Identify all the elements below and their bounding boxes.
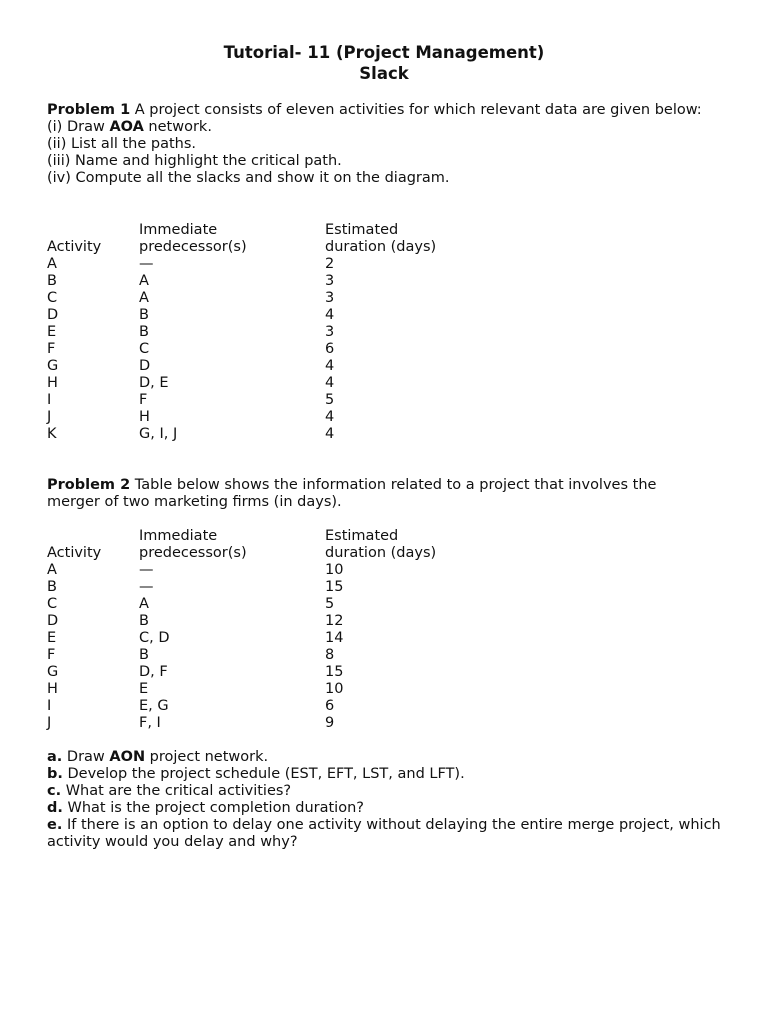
question-text: What are the critical activities?	[61, 783, 292, 799]
task1-post: network.	[143, 119, 212, 135]
problem2-section	[47, 477, 727, 511]
duration-cell: 4	[325, 426, 335, 442]
task1-pre: (i) Draw	[47, 119, 110, 135]
problem1-table	[47, 222, 727, 443]
problem1-intro-text: A project consists of eleven activities for which relevant data are given below:	[130, 102, 702, 118]
problem1-task-2: (ii) List all the paths.	[47, 136, 197, 152]
activity-cell: K	[47, 426, 57, 442]
table-row	[47, 630, 727, 647]
activity-cell: H	[47, 681, 58, 697]
activity-cell: I	[47, 392, 52, 408]
table-row	[47, 596, 727, 613]
duration-cell: 15	[325, 664, 344, 680]
table-row	[47, 256, 727, 273]
activity-cell: B	[47, 273, 57, 289]
table-row	[47, 664, 727, 681]
table-row	[47, 579, 727, 596]
duration-cell: 8	[325, 647, 335, 663]
predecessor-cell: C, D	[139, 630, 170, 646]
task1-bold: AOA	[109, 119, 144, 135]
predecessor-cell: —	[139, 256, 154, 272]
question-letter: a.	[47, 749, 63, 765]
question-item	[47, 817, 737, 851]
question-text-end: project network.	[145, 749, 269, 765]
duration-cell: 4	[325, 307, 335, 323]
table-row	[47, 698, 727, 715]
predecessor-cell: B	[139, 613, 149, 629]
question-text: What is the project completion duration?	[62, 800, 364, 816]
question-letter: e.	[47, 817, 63, 833]
header-duration-line2: duration (days)	[325, 545, 437, 561]
question-item	[47, 800, 737, 817]
activity-cell: E	[47, 324, 57, 340]
predecessor-cell: H	[139, 409, 150, 425]
header-duration-line1: Estimated	[325, 222, 399, 238]
header-duration-line1: Estimated	[325, 528, 399, 544]
activity-cell: B	[47, 579, 57, 595]
problem1-intro	[47, 102, 707, 119]
page-title: Tutorial- 11 (Project Management)	[223, 43, 545, 62]
duration-cell: 3	[325, 324, 335, 340]
header-predecessor-line2: predecessor(s)	[139, 545, 247, 561]
question-item	[47, 749, 737, 766]
question-item	[47, 766, 737, 783]
duration-cell: 10	[325, 681, 344, 697]
header-duration-line2: duration (days)	[325, 239, 437, 255]
activity-cell: A	[47, 562, 57, 578]
problem1-section	[47, 102, 727, 187]
header-activity: Activity	[47, 239, 102, 255]
predecessor-cell: A	[139, 290, 149, 306]
problem1-table-body	[47, 256, 727, 443]
predecessor-cell: A	[139, 596, 149, 612]
duration-cell: 6	[325, 341, 335, 357]
problem2-intro	[47, 477, 707, 511]
problem1-task-3: (iii) Name and highlight the critical path.	[47, 153, 342, 169]
activity-cell: D	[47, 613, 59, 629]
duration-cell: 14	[325, 630, 344, 646]
duration-cell: 4	[325, 358, 335, 374]
table-row	[47, 324, 727, 341]
header-predecessor-line1: Immediate	[139, 222, 218, 238]
activity-cell: A	[47, 256, 57, 272]
predecessor-cell: B	[139, 647, 149, 663]
duration-cell: 4	[325, 409, 335, 425]
activity-cell: F	[47, 647, 56, 663]
problem1-label: Problem 1	[47, 102, 131, 118]
table-header-row	[47, 528, 727, 545]
table-row	[47, 341, 727, 358]
predecessor-cell: —	[139, 562, 154, 578]
table-row	[47, 273, 727, 290]
table-row	[47, 392, 727, 409]
predecessor-cell: G, I, J	[139, 426, 178, 442]
question-text: If there is an option to delay one activity without delaying the entire merge project, which activity would you delay and why?	[47, 817, 721, 850]
predecessor-cell: C	[139, 341, 150, 357]
predecessor-cell: F, I	[139, 715, 161, 731]
predecessor-cell: —	[139, 579, 154, 595]
table-row	[47, 647, 727, 664]
activity-cell: C	[47, 290, 58, 306]
duration-cell: 6	[325, 698, 335, 714]
predecessor-cell: B	[139, 324, 149, 340]
table-row	[47, 562, 727, 579]
table-header-row	[47, 545, 727, 562]
predecessor-cell: E, G	[139, 698, 169, 714]
predecessor-cell: D, F	[139, 664, 168, 680]
predecessor-cell: B	[139, 307, 149, 323]
activity-cell: G	[47, 664, 59, 680]
activity-cell: D	[47, 307, 59, 323]
table-row	[47, 358, 727, 375]
header-predecessor-line1: Immediate	[139, 528, 218, 544]
problem1-task-1	[47, 119, 727, 136]
question-letter: d.	[47, 800, 63, 816]
problem2-intro-text: Table below shows the information related to a project that involves the merger of two marketing firms (in days).	[47, 477, 657, 510]
table-row	[47, 375, 727, 392]
question-bold-term: AON	[109, 749, 146, 765]
table-row	[47, 715, 727, 732]
duration-cell: 2	[325, 256, 335, 272]
duration-cell: 4	[325, 375, 335, 391]
duration-cell: 12	[325, 613, 344, 629]
problem2-table	[47, 528, 727, 732]
problem2-table-body	[47, 562, 727, 732]
question-letter: b.	[47, 766, 63, 782]
problem2-label: Problem 2	[47, 477, 131, 493]
table-row	[47, 307, 727, 324]
problem1-task-4: (iv) Compute all the slacks and show it on the diagram.	[47, 170, 450, 186]
activity-cell: I	[47, 698, 52, 714]
table-header-row	[47, 222, 727, 239]
predecessor-cell: A	[139, 273, 149, 289]
duration-cell: 5	[325, 596, 335, 612]
activity-cell: C	[47, 596, 58, 612]
problem2-questions	[47, 749, 737, 851]
duration-cell: 10	[325, 562, 344, 578]
header-activity: Activity	[47, 545, 102, 561]
table-row	[47, 426, 727, 443]
question-item	[47, 783, 737, 800]
activity-cell: G	[47, 358, 59, 374]
question-letter: c.	[47, 783, 62, 799]
question-text: Develop the project schedule (EST, EFT, LST, and LFT).	[62, 766, 465, 782]
table-row	[47, 409, 727, 426]
duration-cell: 15	[325, 579, 344, 595]
duration-cell: 3	[325, 290, 335, 306]
duration-cell: 3	[325, 273, 335, 289]
predecessor-cell: D, E	[139, 375, 169, 391]
table-row	[47, 290, 727, 307]
predecessor-cell: F	[139, 392, 148, 408]
table-row	[47, 681, 727, 698]
duration-cell: 5	[325, 392, 335, 408]
header-predecessor-line2: predecessor(s)	[139, 239, 247, 255]
activity-cell: H	[47, 375, 58, 391]
page-subtitle: Slack	[359, 64, 409, 83]
predecessor-cell: E	[139, 681, 149, 697]
table-header-row	[47, 239, 727, 256]
question-text: Draw	[62, 749, 110, 765]
table-row	[47, 613, 727, 630]
activity-cell: F	[47, 341, 56, 357]
activity-cell: J	[47, 409, 52, 425]
activity-cell: E	[47, 630, 57, 646]
activity-cell: J	[47, 715, 52, 731]
predecessor-cell: D	[139, 358, 151, 374]
duration-cell: 9	[325, 715, 335, 731]
